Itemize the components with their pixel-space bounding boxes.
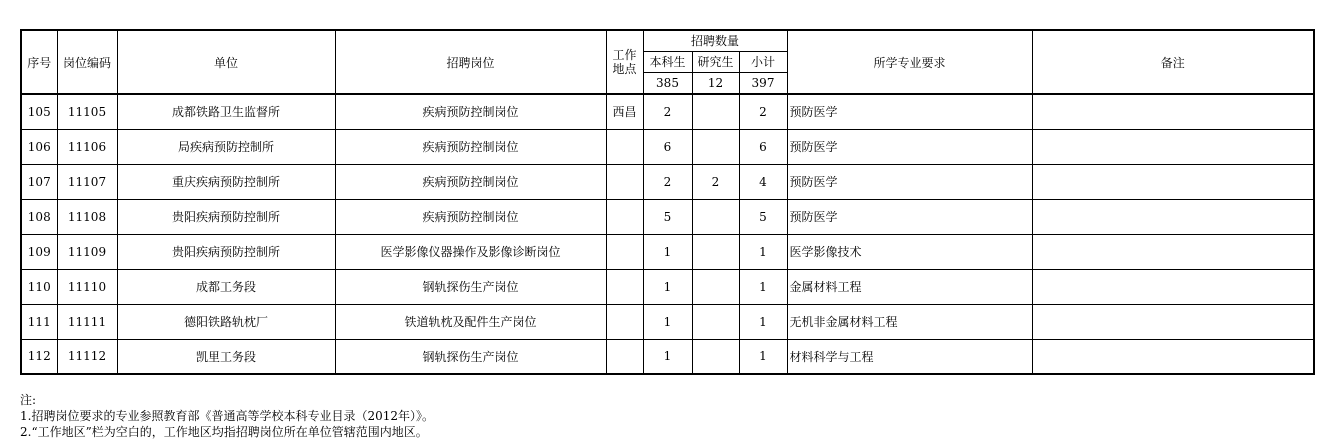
cell-remark bbox=[1032, 129, 1314, 164]
cell-major: 无机非金属材料工程 bbox=[787, 304, 1032, 339]
note-item: 2.“工作地区”栏为空白的，工作地区均指招聘岗位所在单位管辖范围内地区。 bbox=[20, 425, 428, 439]
cell-position: 医学影像仪器操作及影像诊断岗位 bbox=[335, 234, 606, 269]
cell-seq: 107 bbox=[21, 164, 57, 199]
cell-graduate bbox=[692, 234, 739, 269]
total-undergrad: 385 bbox=[643, 72, 692, 94]
cell-seq: 109 bbox=[21, 234, 57, 269]
cell-unit: 德阳铁路轨枕厂 bbox=[117, 304, 335, 339]
header-subtotal: 小计 bbox=[739, 51, 787, 72]
cell-code: 11108 bbox=[57, 199, 117, 234]
cell-location bbox=[606, 199, 643, 234]
notes bbox=[20, 392, 434, 440]
cell-seq: 110 bbox=[21, 269, 57, 304]
cell-remark bbox=[1032, 94, 1314, 129]
cell-location bbox=[606, 164, 643, 199]
cell-subtotal: 1 bbox=[739, 234, 787, 269]
table-row bbox=[21, 94, 1314, 129]
cell-seq: 106 bbox=[21, 129, 57, 164]
cell-unit: 成都工务段 bbox=[117, 269, 335, 304]
cell-graduate bbox=[692, 129, 739, 164]
cell-undergrad: 2 bbox=[643, 94, 692, 129]
table-row bbox=[21, 339, 1314, 374]
cell-position: 疾病预防控制岗位 bbox=[335, 164, 606, 199]
cell-position: 钢轨探伤生产岗位 bbox=[335, 339, 606, 374]
cell-code: 11111 bbox=[57, 304, 117, 339]
header-unit: 单位 bbox=[117, 30, 335, 94]
cell-unit: 贵阳疾病预防控制所 bbox=[117, 234, 335, 269]
header-location bbox=[606, 30, 643, 94]
cell-unit: 成都铁路卫生监督所 bbox=[117, 94, 335, 129]
cell-remark bbox=[1032, 164, 1314, 199]
cell-undergrad: 1 bbox=[643, 339, 692, 374]
cell-undergrad: 2 bbox=[643, 164, 692, 199]
cell-code: 11105 bbox=[57, 94, 117, 129]
cell-code: 11106 bbox=[57, 129, 117, 164]
cell-remark bbox=[1032, 304, 1314, 339]
cell-major: 预防医学 bbox=[787, 164, 1032, 199]
cell-location bbox=[606, 304, 643, 339]
cell-code: 11112 bbox=[57, 339, 117, 374]
header-code: 岗位编码 bbox=[57, 30, 117, 94]
cell-graduate bbox=[692, 339, 739, 374]
header-location-line1: 工作 bbox=[612, 48, 637, 62]
cell-seq: 111 bbox=[21, 304, 57, 339]
cell-undergrad: 1 bbox=[643, 304, 692, 339]
table-body bbox=[21, 94, 1314, 374]
table-header bbox=[21, 30, 1314, 94]
cell-location bbox=[606, 269, 643, 304]
cell-subtotal: 4 bbox=[739, 164, 787, 199]
cell-major: 金属材料工程 bbox=[787, 269, 1032, 304]
table-row bbox=[21, 164, 1314, 199]
cell-remark bbox=[1032, 339, 1314, 374]
cell-major: 医学影像技术 bbox=[787, 234, 1032, 269]
cell-graduate: 2 bbox=[692, 164, 739, 199]
header-remark: 备注 bbox=[1032, 30, 1314, 94]
header-undergrad: 本科生 bbox=[643, 51, 692, 72]
cell-remark bbox=[1032, 199, 1314, 234]
cell-position: 疾病预防控制岗位 bbox=[335, 94, 606, 129]
cell-unit: 凯里工务段 bbox=[117, 339, 335, 374]
cell-location: 西昌 bbox=[606, 94, 643, 129]
cell-undergrad: 5 bbox=[643, 199, 692, 234]
table-row bbox=[21, 269, 1314, 304]
note-item: 1.招聘岗位要求的专业参照教育部《普通高等学校本科专业目录（2012年）》。 bbox=[20, 409, 434, 423]
header-position: 招聘岗位 bbox=[335, 30, 606, 94]
cell-subtotal: 1 bbox=[739, 304, 787, 339]
table-row bbox=[21, 129, 1314, 164]
cell-code: 11109 bbox=[57, 234, 117, 269]
table-row bbox=[21, 199, 1314, 234]
cell-position: 铁道轨枕及配件生产岗位 bbox=[335, 304, 606, 339]
recruitment-table bbox=[20, 29, 1315, 375]
header-quantity: 招聘数量 bbox=[643, 30, 787, 51]
cell-unit: 重庆疾病预防控制所 bbox=[117, 164, 335, 199]
cell-remark bbox=[1032, 234, 1314, 269]
cell-graduate bbox=[692, 199, 739, 234]
cell-location bbox=[606, 339, 643, 374]
cell-code: 11107 bbox=[57, 164, 117, 199]
cell-seq: 105 bbox=[21, 94, 57, 129]
cell-graduate bbox=[692, 269, 739, 304]
cell-position: 疾病预防控制岗位 bbox=[335, 199, 606, 234]
header-major: 所学专业要求 bbox=[787, 30, 1032, 94]
cell-major: 预防医学 bbox=[787, 94, 1032, 129]
cell-major: 预防医学 bbox=[787, 199, 1032, 234]
total-subtotal: 397 bbox=[739, 72, 787, 94]
cell-graduate bbox=[692, 94, 739, 129]
cell-remark bbox=[1032, 269, 1314, 304]
cell-location bbox=[606, 129, 643, 164]
cell-seq: 108 bbox=[21, 199, 57, 234]
cell-unit: 贵阳疾病预防控制所 bbox=[117, 199, 335, 234]
cell-graduate bbox=[692, 304, 739, 339]
cell-subtotal: 2 bbox=[739, 94, 787, 129]
cell-position: 疾病预防控制岗位 bbox=[335, 129, 606, 164]
table-row bbox=[21, 304, 1314, 339]
cell-seq: 112 bbox=[21, 339, 57, 374]
header-seq: 序号 bbox=[21, 30, 57, 94]
cell-subtotal: 1 bbox=[739, 269, 787, 304]
table-row bbox=[21, 234, 1314, 269]
cell-code: 11110 bbox=[57, 269, 117, 304]
cell-subtotal: 5 bbox=[739, 199, 787, 234]
cell-subtotal: 6 bbox=[739, 129, 787, 164]
header-location-line2: 地点 bbox=[612, 62, 637, 76]
cell-major: 预防医学 bbox=[787, 129, 1032, 164]
cell-unit: 局疾病预防控制所 bbox=[117, 129, 335, 164]
cell-major: 材料科学与工程 bbox=[787, 339, 1032, 374]
cell-undergrad: 6 bbox=[643, 129, 692, 164]
header-graduate: 研究生 bbox=[692, 51, 739, 72]
total-graduate: 12 bbox=[692, 72, 739, 94]
cell-undergrad: 1 bbox=[643, 234, 692, 269]
cell-location bbox=[606, 234, 643, 269]
cell-position: 钢轨探伤生产岗位 bbox=[335, 269, 606, 304]
cell-subtotal: 1 bbox=[739, 339, 787, 374]
notes-title: 注: bbox=[20, 393, 37, 407]
cell-undergrad: 1 bbox=[643, 269, 692, 304]
